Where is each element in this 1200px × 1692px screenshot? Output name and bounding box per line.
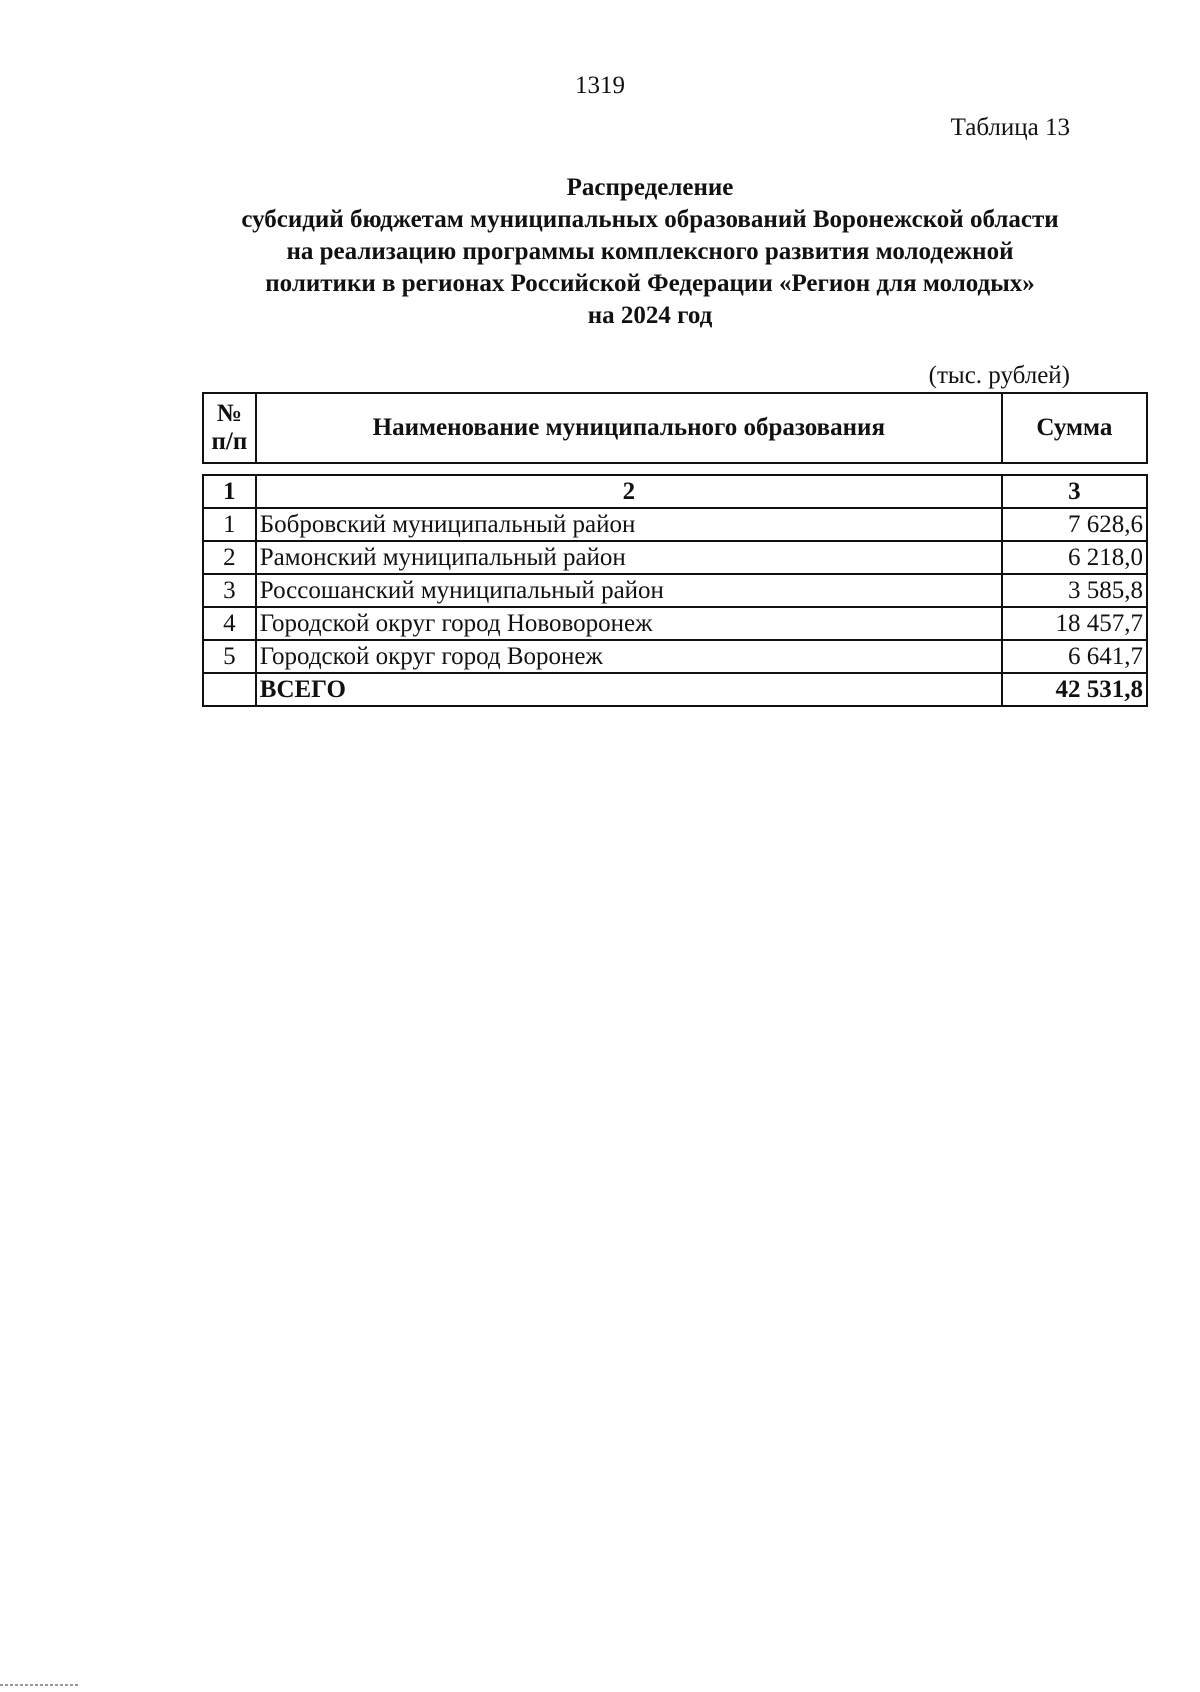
row-num: 2 (203, 541, 256, 574)
table-label: Таблица 13 (950, 114, 1070, 141)
document-title (150, 172, 1150, 332)
row-sum: 6 641,7 (1002, 640, 1147, 673)
total-label: ВСЕГО (256, 673, 1002, 706)
units-label: (тыс. рублей) (928, 362, 1070, 389)
header-name: Наименование муниципального образования (256, 393, 1002, 463)
header-row (203, 393, 1147, 463)
title-line-2: субсидий бюджетам муниципальных образований Воронежской области (241, 206, 1059, 233)
column-index-3: 3 (1002, 475, 1147, 508)
row-num: 5 (203, 640, 256, 673)
title-line-4: политики в регионах Российской Федерации «Регион для молодых» (265, 270, 1035, 297)
table-header (202, 392, 1148, 464)
title-line-5: на 2024 год (587, 302, 713, 329)
row-num: 1 (203, 508, 256, 541)
header-num-abbr: п/п (211, 428, 248, 455)
scan-artifact-divider (0, 1684, 80, 1686)
total-row (203, 673, 1147, 706)
header-sum: Сумма (1002, 393, 1147, 463)
header-num (203, 393, 256, 463)
row-name: Городской округ город Нововоронеж (256, 607, 1002, 640)
table-row (203, 541, 1147, 574)
row-num: 4 (203, 607, 256, 640)
subsidy-table (202, 474, 1148, 707)
row-sum: 18 457,7 (1002, 607, 1147, 640)
table-row (203, 574, 1147, 607)
column-index-row (203, 475, 1147, 508)
table-row (203, 508, 1147, 541)
total-num-empty (203, 673, 256, 706)
row-name: Городской округ город Воронеж (256, 640, 1002, 673)
row-name: Бобровский муниципальный район (256, 508, 1002, 541)
row-name: Россошанский муниципальный район (256, 574, 1002, 607)
title-line-3: на реализацию программы комплексного развития молодежной (286, 238, 1014, 265)
column-index-2: 2 (256, 475, 1002, 508)
table-row (203, 607, 1147, 640)
row-name: Рамонский муниципальный район (256, 541, 1002, 574)
row-num: 3 (203, 574, 256, 607)
row-sum: 3 585,8 (1002, 574, 1147, 607)
column-index-1: 1 (203, 475, 256, 508)
title-line-1: Распределение (566, 174, 734, 201)
total-sum: 42 531,8 (1002, 673, 1147, 706)
row-sum: 7 628,6 (1002, 508, 1147, 541)
page-number: 1319 (575, 72, 625, 99)
table-row (203, 640, 1147, 673)
header-num-symbol: № (216, 400, 242, 427)
row-sum: 6 218,0 (1002, 541, 1147, 574)
